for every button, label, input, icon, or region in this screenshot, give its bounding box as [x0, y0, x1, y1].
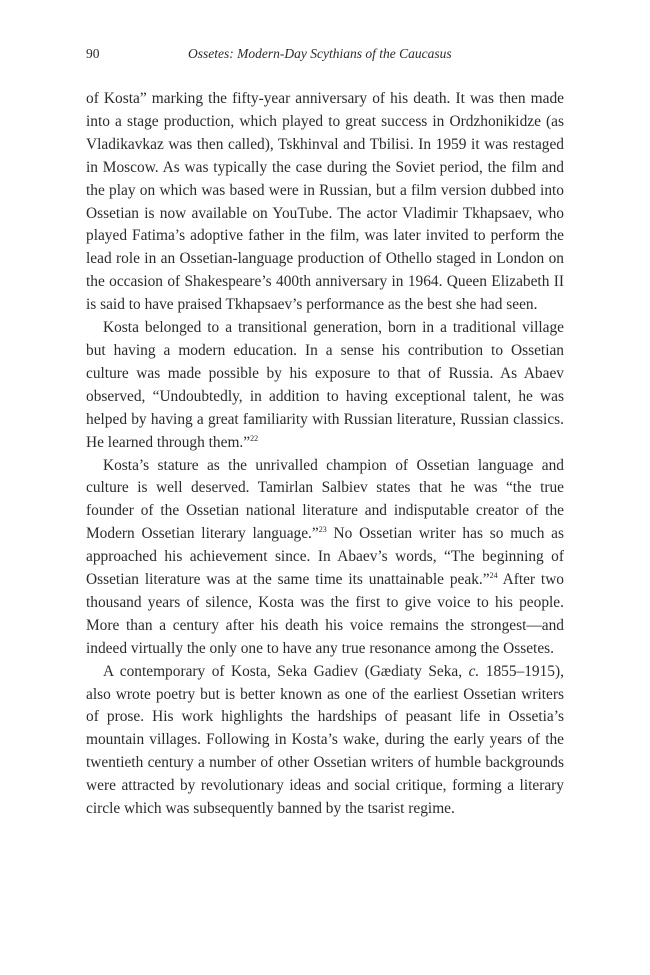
paragraph-2-text: Kosta belonged to a transitional generation, born in a traditional village but having a modern education. In a sense his contribution to Ossetian culture was made possible by his exposure to that of Russia. As Abaev observed, “Undoubtedly, in addition to having exceptional talent, he was helped by having a great familiarity with Russian literature, Russian classics. He learned through them.”	[86, 319, 564, 451]
paragraph-3-text-a: Kosta’s stature as the unrivalled champion of Ossetian language and culture is well deserved. Tamirlan Salbiev states that he was “the true founder of the Ossetian national literature and indisputable creator of the Modern Ossetian literary language.”	[86, 456, 564, 543]
footnote-ref-22[interactable]: 22	[250, 433, 259, 443]
running-title: Ossetes: Modern-Day Scythians of the Caucasus	[188, 46, 452, 61]
circa-abbreviation: c.	[468, 662, 480, 680]
footnote-ref-24[interactable]: 24	[489, 571, 498, 581]
running-header	[86, 44, 564, 64]
paragraph-2	[86, 317, 564, 454]
paragraph-4-text-b: 1855–1915), also wrote poetry but is better known as one of the earliest Ossetian writers of prose. His work highlights the hardships of peasant life in Ossetia’s mountain villages. Following in Kosta’s wake, during the early years of the twentieth century a number of other Ossetian writers of humble backgrounds were attracted by revolutionary ideas and social critique, forming a literary circle which was subsequently banned by the tsarist regime.	[86, 662, 564, 818]
footnote-ref-23[interactable]: 23	[318, 525, 327, 535]
paragraph-4	[86, 661, 564, 821]
paragraph-3	[86, 455, 564, 661]
paragraph-1-text: of Kosta” marking the fifty-year anniversary of his death. It was then made into a stage production, which played to great success in Ordzhonikidze (as Vladikavkaz was then called), Tskhinval and Tbilisi. In 1959 it was restaged in Moscow. As was typically the case during the Soviet period, the film and the play on which was based were in Russian, but a film version dubbed into Ossetian is now available on YouTube. The actor Vladimir Tkhapsaev, who played Fatima’s adoptive father in the film, was later invited to perform the lead role in an Ossetian-language production of Othello staged in London on the occasion of Shakespeare’s 400th anniversary in 1964. Queen Elizabeth II is said to have praised Tkhapsaev’s performance as the best she had seen.	[86, 90, 564, 314]
paragraph-1	[86, 88, 564, 317]
paragraph-3-text-c: After two thousand years of silence, Kosta was the first to give voice to his people. More than a century after his death his voice remains the strongest—and indeed virtually the only one to have any true resonance among the Ossetes.	[86, 571, 565, 657]
paragraph-3-text-b: No Ossetian writer has so much as approached his achievement since. In Abaev’s words, “The beginning of Ossetian literature was at the same time its unattainable peak.”	[86, 525, 564, 589]
paragraph-4-text-a: A contemporary of Kosta, Seka Gadiev (Gædiaty Seka,	[103, 662, 469, 680]
page-number: 90	[86, 46, 100, 61]
body-text	[86, 88, 564, 821]
